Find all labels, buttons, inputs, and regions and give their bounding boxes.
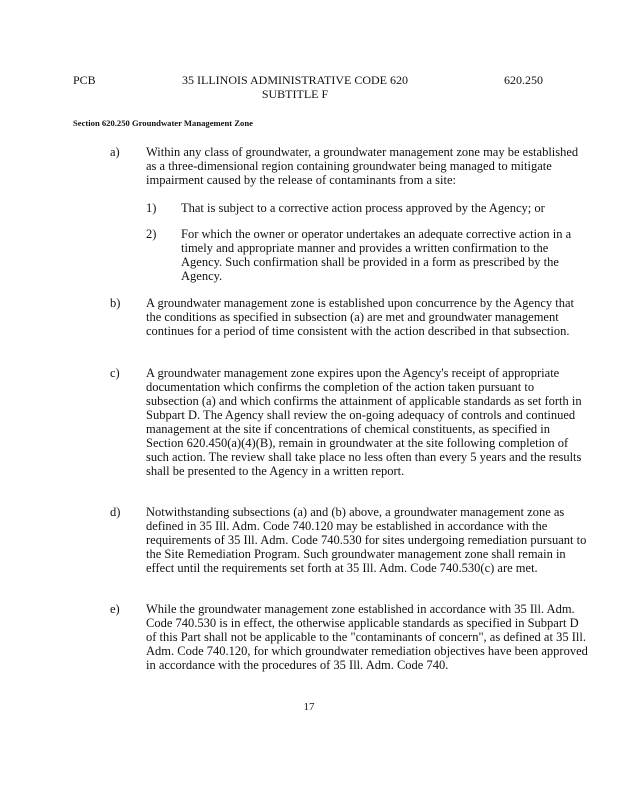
paragraph-label: b): [110, 296, 121, 310]
paragraph-label: 2): [146, 227, 157, 241]
paragraph-text: For which the owner or operator undertakes an adequate corrective action in a timely and appropriate manner and provides a written confirmation to the Agency. Such confirmation shall be provided in a form as prescribed by the Agency.: [181, 227, 572, 283]
paragraph-text: Within any class of groundwater, a groundwater management zone may be established as a three-dimensional region containing groundwater being managed to mitigate impairment caused by the release of contaminants from a site:: [146, 145, 579, 187]
paragraph-label: 1): [146, 201, 157, 215]
page-number: 17: [303, 701, 315, 713]
paragraph-label: c): [110, 366, 120, 380]
paragraph-label: d): [110, 505, 121, 519]
paragraph-label: a): [110, 145, 120, 159]
paragraph-text: A groundwater management zone is established upon concurrence by the Agency that the conditions as specified in subsection (a) are met and groundwater management continues for a period of time consistent with the action described in that subsection.: [146, 296, 574, 338]
header-title-line2: SUBTITLE F: [261, 87, 329, 101]
paragraph-text: Notwithstanding subsections (a) and (b) above, a groundwater management zone as defined in 35 Ill. Adm. Code 740.120 may be established in accordance with the requirements of 35 Ill. Adm. Code 740.530 for sites undergoing remediation pursuant to the Site Remediation Program. Such groundwater management zone shall remain in effect until the requirements set forth at 35 Ill. Adm. Code 740.530(c) are met.: [146, 505, 587, 575]
paragraph-text: While the groundwater management zone established in accordance with 35 Ill. Adm. Code 740.530 is in effect, the otherwise applicable standards as specified in Subpart D of this Part shall not be applicable to the "contaminants of concern", as defined at 35 Ill. Adm. Code 740.120, for which groundwater remediation objectives have been approved in accordance with the procedures of 35 Ill. Adm. Code 740.: [146, 602, 588, 672]
header-agency: PCB: [73, 73, 96, 87]
paragraph-label: e): [110, 602, 120, 616]
paragraph-text: A groundwater management zone expires upon the Agency's receipt of appropriate documentation which confirms the completion of the action taken pursuant to subsection (a) and which confirms the attainment of applicable standards as set forth in Subpart D. The Agency shall review the on-going adequacy of controls and continued management at the site if concentrations of chemical constituents, as specified in Section 620.450(a)(4)(B), remain in groundwater at the site following completion of such action. The review shall take place no less often than every 5 years and the results shall be presented to the Agency in a written report.: [146, 366, 582, 478]
paragraph-text: That is subject to a corrective action process approved by the Agency; or: [181, 201, 545, 215]
header-title: [160, 73, 430, 101]
section-title: Section 620.250 Groundwater Management Zone: [73, 118, 253, 128]
header-section-number: 620.250: [504, 73, 543, 87]
header-title-line1: 35 ILLINOIS ADMINISTRATIVE CODE 620: [182, 73, 408, 87]
